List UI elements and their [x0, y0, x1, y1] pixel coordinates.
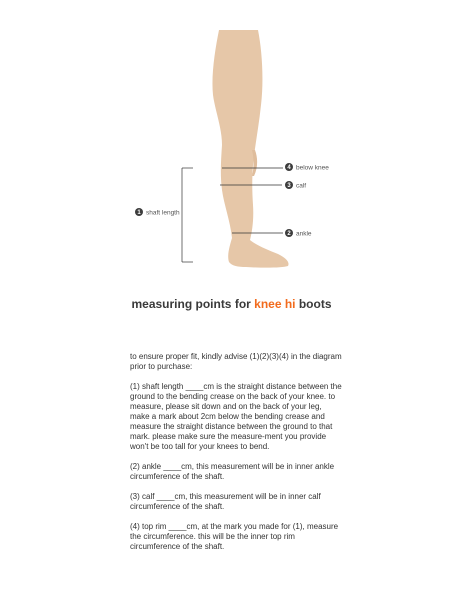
item-ankle: (2) ankle ____cm, this measurement will be in inner ankle circumference of the shaft. [130, 462, 335, 481]
svg-text:shaft length: shaft length [146, 209, 180, 217]
item-shaft-length: (1) shaft length ____cm is the straight distance between the ground to the bending crease on the back of your knee. to measure, please sit down and on the back of your leg, make a mark about 2cm below the bending crease and measure the straight distance between the ground to that mark. please make sure the measure-ment you provide won't be too tall for your knees to bend. [130, 382, 342, 451]
intro-text: to ensure proper fit, kindly advise (1)(2)(3)(4) in the diagram prior to purchase: [130, 352, 342, 371]
svg-text:ankle: ankle [296, 230, 312, 238]
svg-text:4: 4 [287, 165, 291, 171]
title-prefix: measuring points for [131, 297, 255, 311]
instructions [130, 352, 342, 562]
title-highlight: knee hi [254, 297, 296, 311]
marker-ankle [285, 229, 312, 238]
page-title [0, 297, 463, 311]
marker-shaft-length [135, 208, 180, 217]
svg-text:1: 1 [137, 210, 141, 216]
svg-text:2: 2 [287, 231, 291, 237]
item-calf: (3) calf ____cm, this measurement will be in inner calf circumference of the shaft. [130, 492, 321, 511]
svg-text:below knee: below knee [296, 164, 329, 172]
svg-text:3: 3 [287, 183, 291, 189]
svg-text:calf: calf [296, 182, 307, 190]
marker-below-knee [285, 163, 329, 172]
item-top-rim: (4) top rim ____cm, at the mark you made for (1), measure the circumference. this will be the inner top rim circumference of the shaft. [130, 522, 339, 551]
leg-illustration [212, 30, 288, 268]
leg-diagram [0, 0, 463, 280]
marker-calf [285, 181, 306, 190]
title-suffix: boots [295, 297, 332, 311]
